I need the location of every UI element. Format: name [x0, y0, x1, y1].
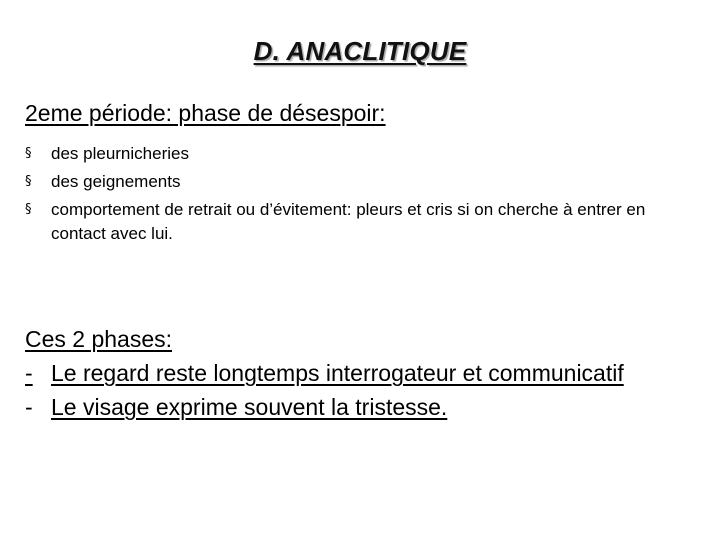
phase-point-text: Le regard reste longtemps interrogateur et communicatif	[51, 360, 624, 386]
list-item	[25, 170, 665, 194]
section-title: Ces 2 phases:	[25, 326, 173, 352]
phase-point-text: Le visage exprime souvent la tristesse.	[51, 394, 448, 420]
bullet-marker: §	[25, 202, 32, 217]
period-heading: 2eme période: phase de désespoir:	[25, 100, 386, 126]
phase-point	[25, 356, 685, 390]
bullet-marker: §	[25, 174, 32, 189]
list-item-text: des geignements	[51, 172, 181, 191]
bullet-list	[25, 142, 665, 250]
list-item-text: des pleurnicheries	[51, 144, 189, 163]
list-item	[25, 142, 665, 166]
dash-marker: -	[25, 394, 33, 420]
bullet-marker: §	[25, 146, 32, 161]
dash-marker: -	[25, 360, 33, 386]
slide-title: D. ANACLITIQUE	[253, 36, 467, 66]
phase-point	[25, 390, 685, 424]
list-item	[25, 198, 665, 246]
list-item-text: comportement de retrait ou d’évitement: pleurs et cris si on cherche à entrer en contact avec lui.	[51, 200, 646, 243]
phases-section	[25, 322, 685, 424]
